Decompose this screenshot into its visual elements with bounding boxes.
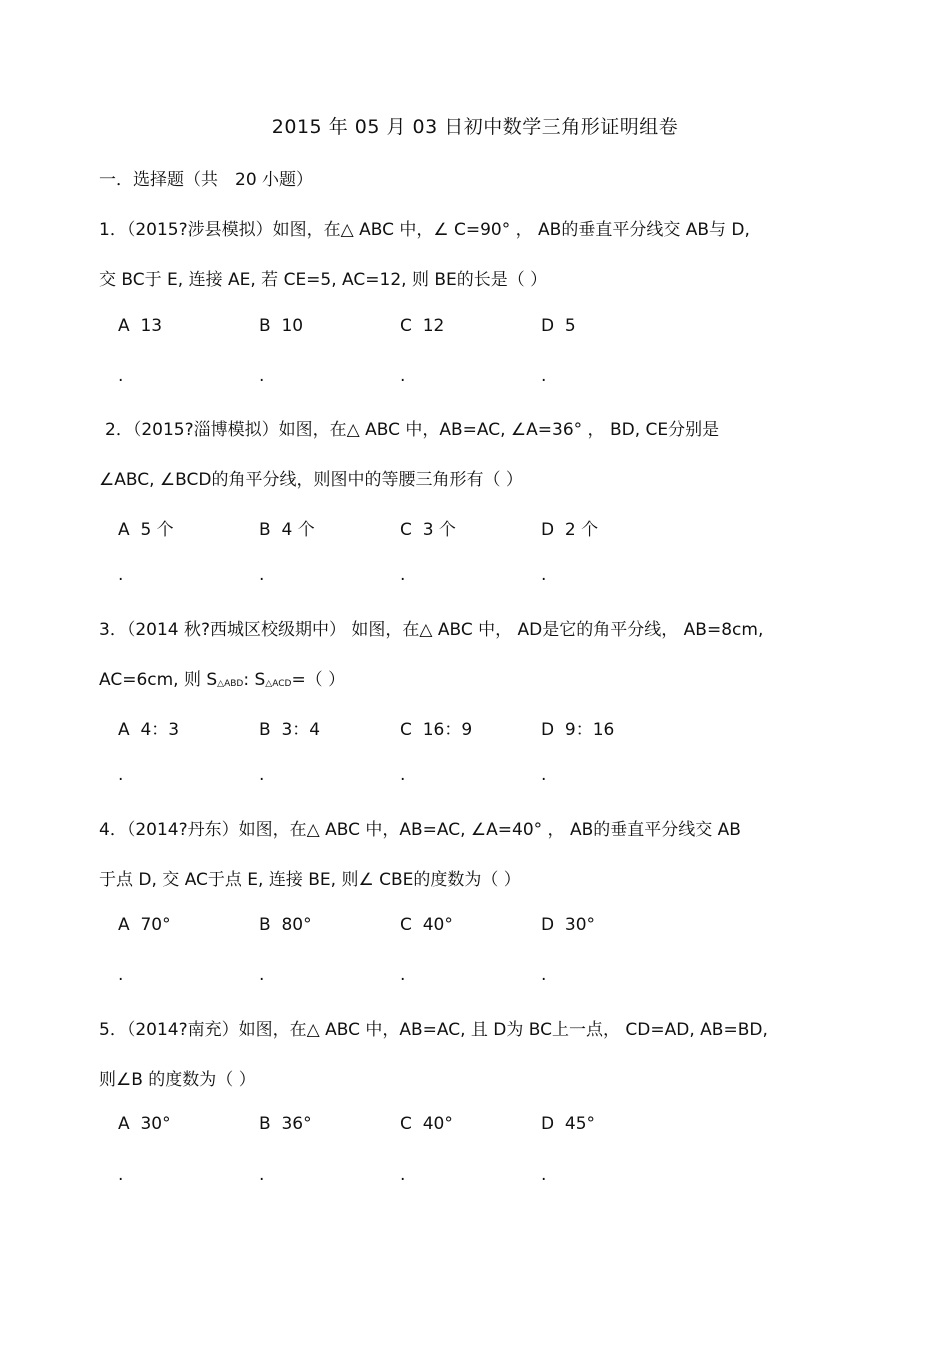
question-4-option-a (118, 915, 171, 935)
option-dot: . (541, 765, 547, 785)
question-2-option-d (541, 515, 598, 540)
question-5-option-c (400, 1114, 453, 1134)
question-4-option-d (541, 915, 595, 935)
option-dot: . (118, 1165, 124, 1185)
question-1-option-a (118, 316, 162, 336)
option-text: 3：4 (281, 720, 321, 740)
option-dot: . (259, 366, 265, 386)
question-3-option-d (541, 715, 614, 740)
option-letter: D (541, 915, 555, 935)
question-5-line-2: 则∠B 的度数为（ ） (99, 1070, 256, 1090)
option-dot: . (118, 366, 124, 386)
question-2-option-b (259, 515, 315, 540)
option-dot: . (541, 965, 547, 985)
option-dot: . (259, 565, 265, 585)
option-letter: A (118, 316, 130, 336)
option-text: 36° (281, 1114, 312, 1134)
question-1-line-1: 1．（2015?涉县模拟）如图，在△ ABC 中，∠ C=90° ， AB的垂直平分线交 AB与 D, (99, 220, 750, 240)
option-letter: C (400, 316, 412, 336)
option-text: 5 (564, 316, 576, 336)
question-3-line-2 (99, 665, 345, 690)
page-title: 2015 年 05 月 03 日初中数学三角形证明组卷 (271, 116, 679, 138)
option-text: 12 (422, 316, 445, 336)
option-dot: . (259, 765, 265, 785)
option-letter: A (118, 915, 130, 935)
question-3-line-2-mid: : S (243, 670, 266, 690)
option-dot: . (400, 965, 406, 985)
option-text: 16：9 (422, 720, 473, 740)
question-5-option-a (118, 1114, 171, 1134)
option-letter: B (259, 915, 271, 935)
question-5-option-d (541, 1114, 595, 1134)
question-4-option-c (400, 915, 453, 935)
option-dot: . (400, 565, 406, 585)
question-2-option-a (118, 515, 174, 540)
question-1-option-b (259, 316, 303, 336)
question-3-line-2-pre: AC=6cm, 则 S (99, 670, 218, 690)
option-text: 30° (140, 1114, 171, 1134)
option-dot: . (400, 765, 406, 785)
option-letter: C (400, 915, 412, 935)
option-dot: . (259, 1165, 265, 1185)
option-text: 2 个 (564, 520, 599, 540)
question-4-option-b (259, 915, 312, 935)
option-dot: . (541, 1165, 547, 1185)
question-1-line-2: 交 BC于 E, 连接 AE, 若 CE=5, AC=12, 则 BE的长是（ ） (99, 270, 548, 290)
option-text: 70° (140, 915, 171, 935)
option-letter: D (541, 316, 555, 336)
option-letter: C (400, 520, 412, 540)
option-text: 5 个 (140, 520, 174, 540)
question-4-line-1: 4．（2014?丹东）如图，在△ ABC 中，AB=AC, ∠A=40° ， AB的垂直平分线交 AB (99, 820, 741, 840)
option-text: 45° (564, 1114, 596, 1134)
option-dot: . (118, 965, 124, 985)
question-2-line-2: ∠ABC, ∠BCD的角平分线，则图中的等腰三角形有（ ） (99, 470, 523, 490)
option-letter: B (259, 1114, 271, 1134)
option-dot: . (400, 1165, 406, 1185)
option-text: 40° (422, 1114, 453, 1134)
question-1-option-d (541, 316, 576, 336)
option-text: 4：3 (140, 720, 180, 740)
option-text: 40° (422, 915, 453, 935)
option-text: 80° (281, 915, 312, 935)
option-text: 3 个 (422, 520, 456, 540)
option-letter: A (118, 520, 130, 540)
option-dot: . (118, 765, 124, 785)
option-letter: B (259, 720, 271, 740)
option-letter: C (400, 1114, 412, 1134)
question-5-line-1: 5．（2014?南充）如图，在△ ABC 中，AB=AC, 且 D为 BC上一点， CD=AD, AB=BD, (99, 1020, 768, 1040)
option-letter: D (541, 720, 555, 740)
option-dot: . (541, 565, 547, 585)
option-text: 4 个 (281, 520, 315, 540)
subscript-abd: △ABD (217, 679, 244, 689)
option-letter: D (541, 520, 555, 540)
question-1-option-c (400, 316, 444, 336)
option-dot: . (400, 366, 406, 386)
option-text: 9：16 (564, 720, 615, 740)
option-text: 13 (140, 316, 163, 336)
section-heading: 一．选择题（共 20 小题） (99, 170, 314, 190)
option-letter: B (259, 520, 271, 540)
option-dot: . (118, 565, 124, 585)
question-3-option-c (400, 715, 472, 740)
question-3-option-a (118, 715, 179, 740)
option-letter: C (400, 720, 412, 740)
option-dot: . (259, 965, 265, 985)
question-3-line-2-post: =（ ） (291, 670, 346, 690)
option-text: 10 (281, 316, 304, 336)
question-2-option-c (400, 515, 456, 540)
option-letter: D (541, 1114, 555, 1134)
option-dot: . (541, 366, 547, 386)
question-2-line-1: 2．（2015?淄博模拟）如图，在△ ABC 中，AB=AC, ∠A=36° ， BD, CE分别是 (105, 420, 720, 440)
subscript-acd: △ACD (265, 679, 292, 689)
option-text: 30° (564, 915, 596, 935)
question-3-line-1: 3．（2014 秋?西城区校级期中） 如图，在△ ABC 中， AD是它的角平分线， AB=8cm, (99, 620, 764, 640)
option-letter: A (118, 1114, 130, 1134)
question-5-option-b (259, 1114, 312, 1134)
question-4-line-2: 于点 D, 交 AC于点 E, 连接 BE, 则∠ CBE的度数为（ ） (99, 870, 521, 890)
option-letter: A (118, 720, 130, 740)
option-letter: B (259, 316, 271, 336)
question-3-option-b (259, 715, 320, 740)
